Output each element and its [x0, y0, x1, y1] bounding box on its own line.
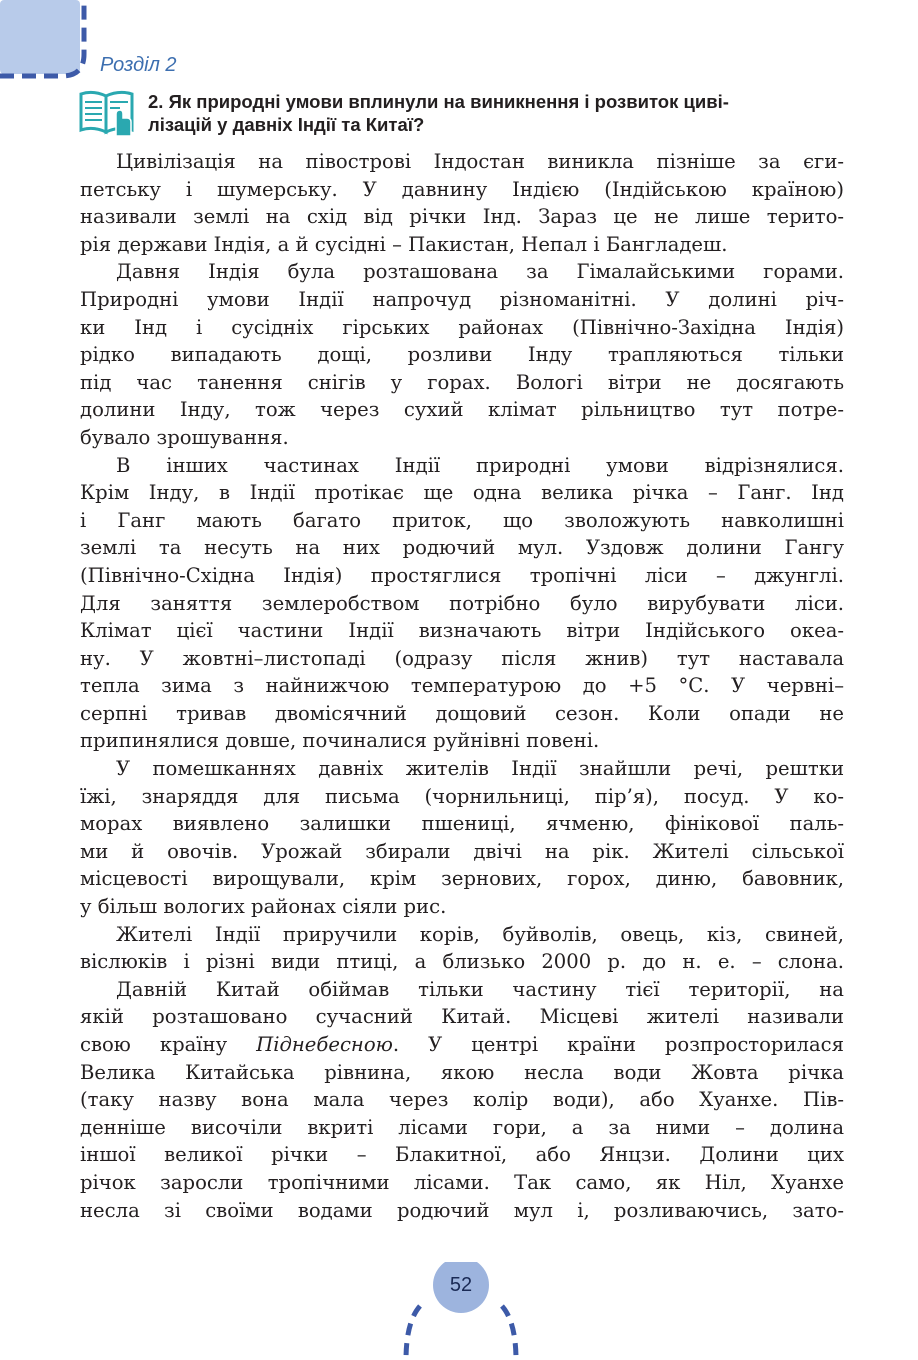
text-line: петську і шумерську. У давнину Індією (Індійською країною): [80, 177, 844, 201]
text-line: ки Інд і сусідніх гірських районах (Північно-Західна Індія): [80, 315, 844, 339]
text-line: землі та несуть на них родючий мул. Уздовж долини Гангу: [80, 536, 844, 560]
text-line: віслюків і різні види птиці, а близько 2000 р. до н. е. – слона.: [80, 950, 844, 974]
text-line: У помешканнях давніх жителів Індії знайшли речі, рештки: [116, 757, 844, 781]
italic-term: Піднебесною: [256, 1033, 393, 1056]
text-line: припинялися довше, починалися руйнівні повені.: [80, 729, 600, 753]
text-line: В інших частинах Індії природні умови відрізнялися.: [116, 453, 844, 477]
text-line: їжі, знаряддя для письма (чорнильниці, пір’я), посуд. У ко-: [80, 784, 844, 808]
text-line: річок заросли тропічними лісами. Так само, як Ніл, Хуанхе: [80, 1170, 844, 1194]
text-line: називали землі на схід від річки Інд. Зараз це не лише терито-: [80, 205, 844, 229]
text-line: рідко випадають дощі, розливи Інду трапляються тільки: [80, 343, 844, 367]
section-label: Розділ 2: [100, 54, 177, 76]
text-line: бувало зрошування.: [80, 425, 289, 449]
text-line: Цивілізація на півострові Індостан виникла пізніше за єги-: [116, 150, 844, 173]
text-line: іншої великої річки – Блакитної, або Янцзи. Долини цих: [80, 1143, 844, 1167]
text-line: якій розташовано сучасний Китай. Місцеві жителі називали: [80, 1005, 844, 1029]
text-line: Давній Китай обіймав тільки частину тієї території, на: [116, 977, 844, 1001]
text-segment: свою країну: [80, 1033, 228, 1056]
text-line: Давня Індія була розташована за Гімалайськими горами.: [116, 260, 844, 284]
text-line: (таку назву вона мала через колір води), або Хуанхе. Пів-: [80, 1088, 844, 1112]
text-line: Клімат цієї частини Індії визначають вітри Індійського океа-: [80, 619, 844, 643]
heading-line-1: 2. Як природні умови вплинули на виникнення і розвиток циві-: [148, 91, 729, 112]
body-text: [80, 148, 844, 1224]
text-line: долини Інду, тож через сухий клімат рільництво тут потре-: [80, 398, 844, 422]
section-heading: [148, 90, 848, 136]
book-pointer-icon: [78, 88, 136, 138]
text-line: місцевості вирощували, крім зернових, горох, диню, бавовник,: [80, 867, 844, 891]
text-line: Жителі Індії приручили корів, буйволів, овець, кіз, свиней,: [116, 922, 844, 946]
text-line: рія держави Індія, а й сусідні – Пакистан, Непал і Бангладеш.: [80, 232, 728, 256]
page-number: 52: [449, 1274, 473, 1296]
text-line-mixed: [80, 1031, 844, 1059]
text-line: і Ганг мають багато приток, що зволожують навколишні: [80, 508, 844, 532]
text-line: Велика Китайська рівнина, якою несла води Жовта річка: [80, 1060, 844, 1084]
text-line: денніше височіли вкриті лісами гори, а за ними – долина: [80, 1115, 844, 1139]
text-line: тепла зима з найнижчою температурою до +5 °С. У червні–: [80, 674, 844, 698]
text-line: серпні тривав двомісячний дощовий сезон. Коли опади не: [80, 701, 844, 725]
corner-decoration: [0, 0, 100, 90]
text-line: у більш вологих районах сіяли рис.: [80, 895, 447, 919]
heading-line-2: лізацій у давніх Індії та Китаї?: [148, 114, 425, 135]
text-line: Природні умови Індії напрочуд різноманітні. У долині річ-: [80, 287, 844, 311]
text-line: (Північно-Східна Індія) простяглися тропічні ліси – джунглі.: [80, 563, 844, 587]
text-line: під час танення снігів у горах. Вологі вітри не досягають: [80, 370, 844, 394]
text-line: несла зі своїми водами родючий мул і, розливаючись, зато-: [80, 1198, 844, 1222]
text-line: Крім Інду, в Індії протікає ще одна велика річка – Ганг. Інд: [80, 481, 844, 505]
text-line: ну. У жовтні–листопаді (одразу після жнив) тут наставала: [80, 646, 844, 670]
text-line: Для заняття землеробством потрібно було вирубувати ліси.: [80, 591, 844, 615]
text-line: ми й овочів. Урожай збирали двічі на рік. Жителі сільської: [80, 839, 844, 863]
text-segment: . У центрі країни розпросторилася: [392, 1033, 844, 1056]
text-line: морах виявлено залишки пшениці, ячменю, фінікової паль-: [80, 812, 844, 836]
